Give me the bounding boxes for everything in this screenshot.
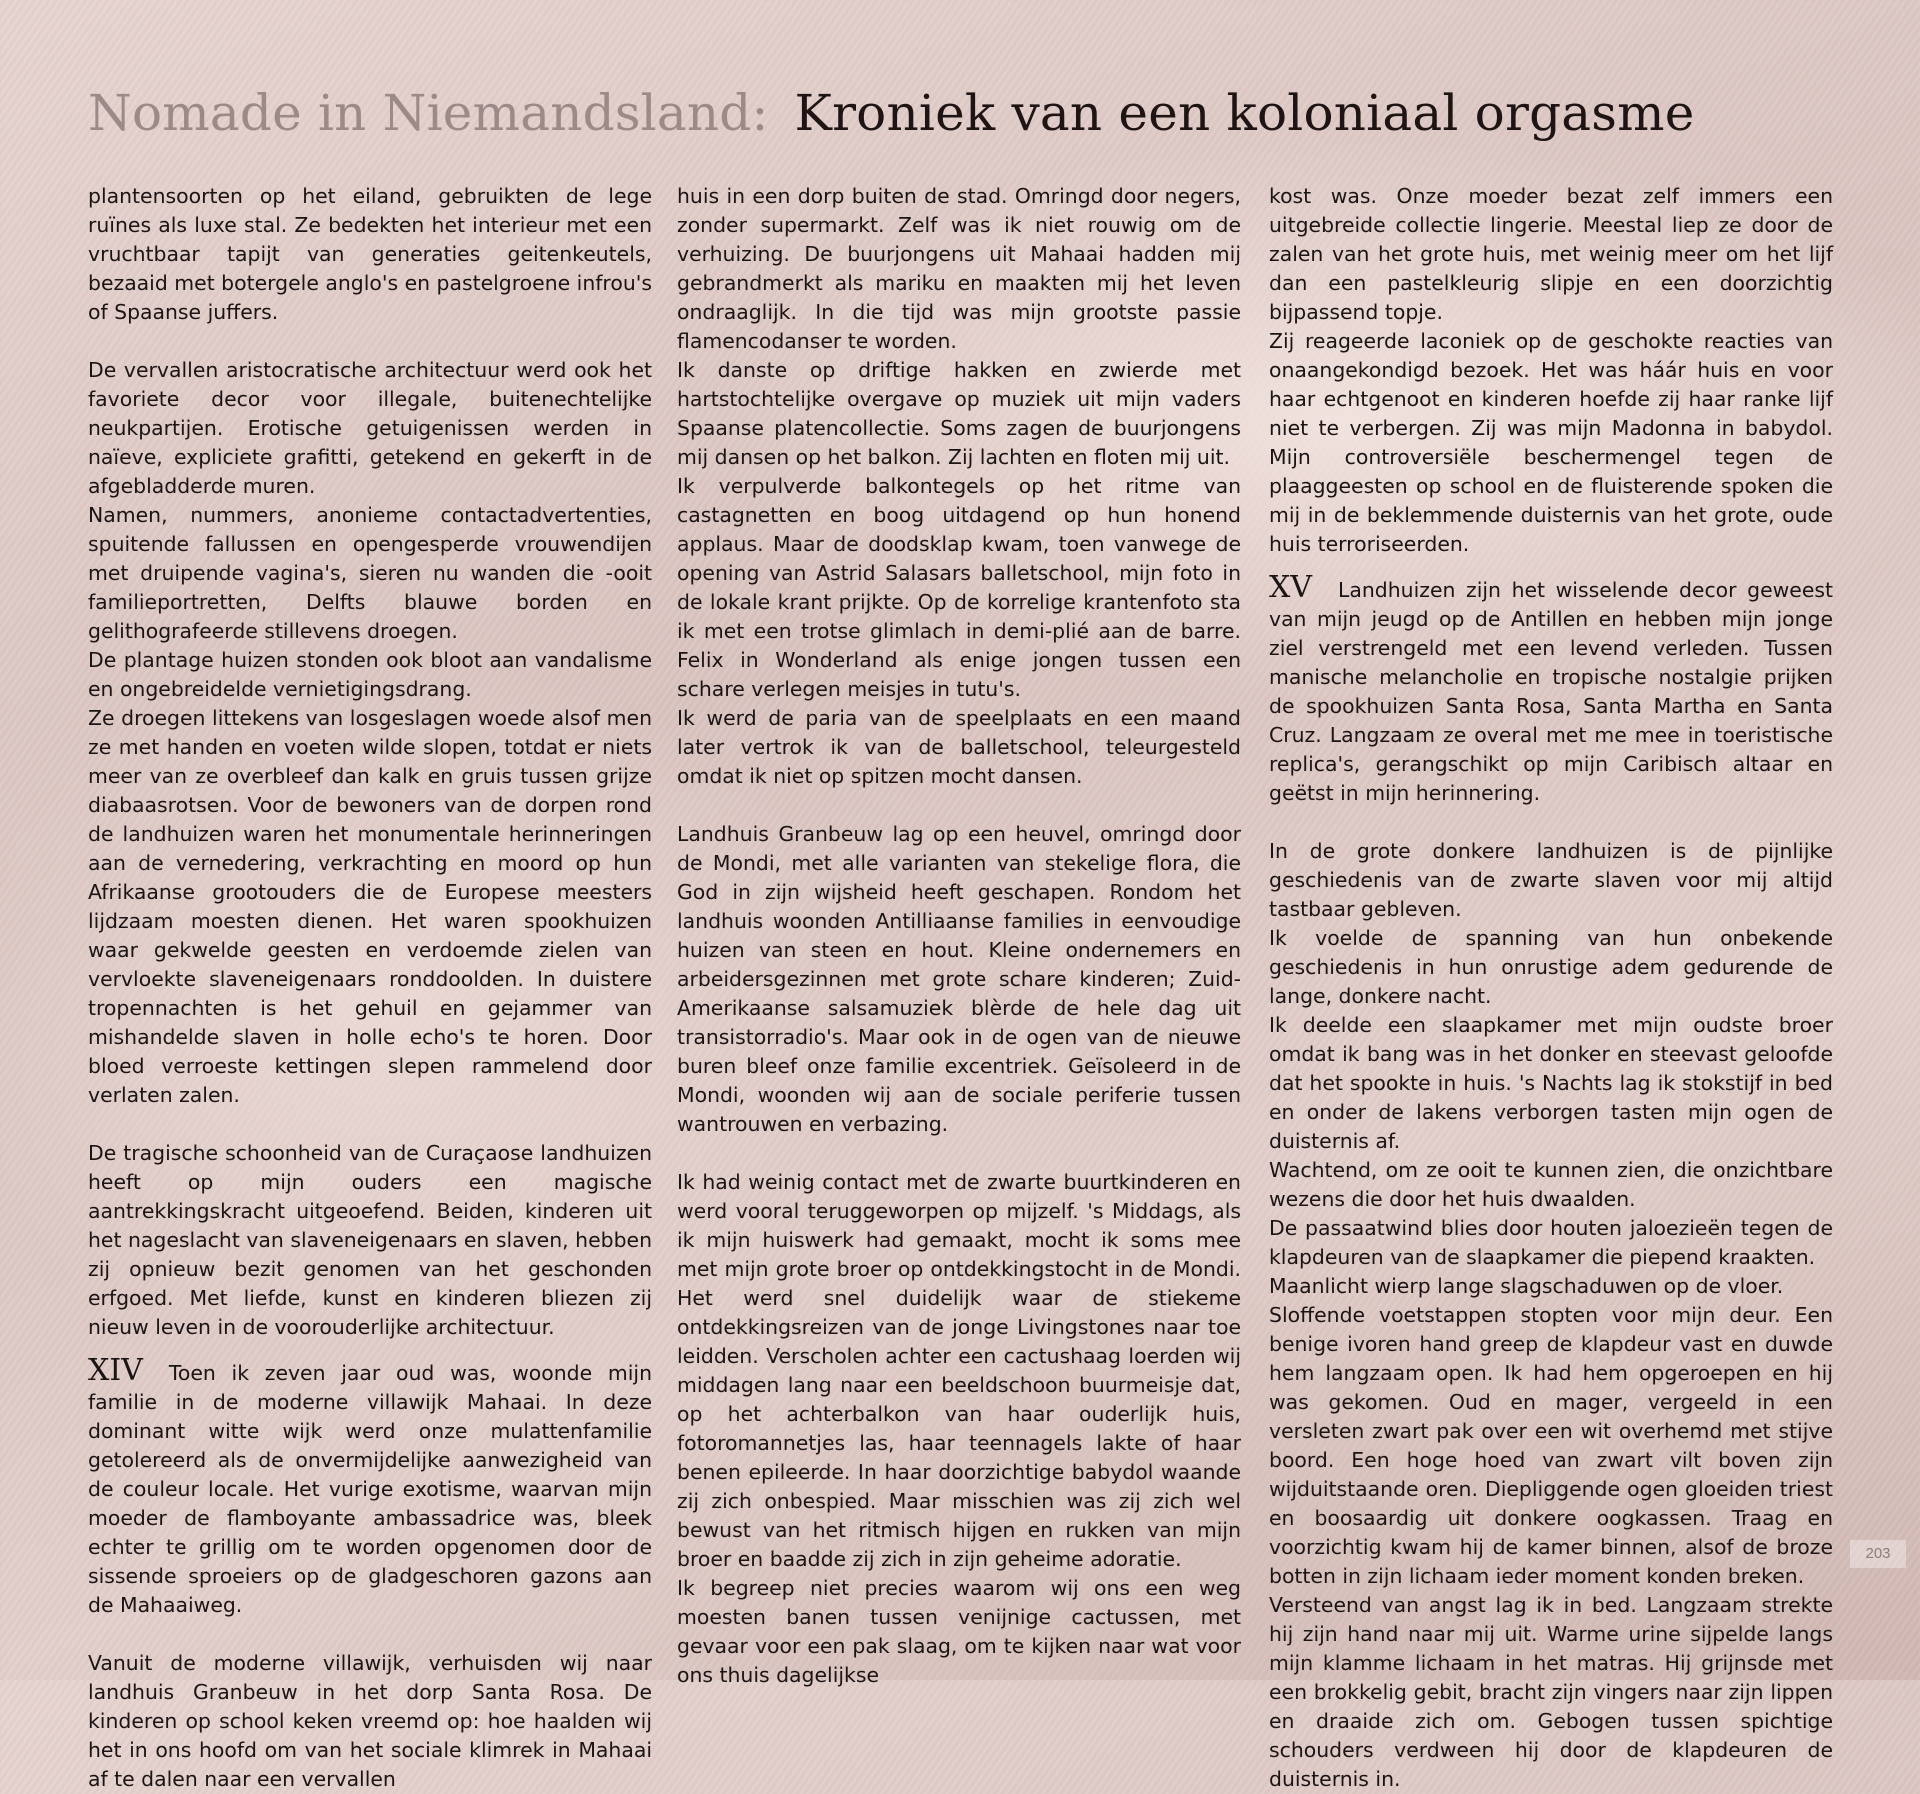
section-number: XV [1269, 570, 1313, 605]
paragraph: Versteend van angst lag ik in bed. Langzaam strekte hij zijn hand naar mij uit. Warme urine sijpelde langs mijn klamme lichaam in het matras. Hij grijnsde met een brokkelig gebit, bracht zijn vingers naar zijn lippen en draaide zich om. Gebogen tussen spichtige schouders verdween hij door de klapdeuren de duisternis in. [1269, 1593, 1833, 1791]
paragraph-text: Toen ik zeven jaar oud was, woonde mijn familie in de moderne villawijk Mahaai. In deze dominant witte wijk werd onze mulattenfamilie getolereerd als de onvermijdelijke aanwezigheid van de couleur locale. Het vurige exotisme, waarvan mijn moeder de flamboyante ambassadrice was, bleek echter te grillig om te worden opgenomen door de sissende sproeiers op de gladgeschoren gazons aan de Mahaaiweg. [88, 1361, 652, 1617]
paragraph: Ik voelde de spanning van hun onbekende geschiedenis in hun onrustige adem gedurende de lange, donkere nacht. [1269, 926, 1833, 1008]
title-series-name: Nomade in Niemandsland: [88, 84, 769, 142]
section-xv-paragraph [1269, 570, 1833, 808]
paragraph: Sloffende voetstappen stopten voor mijn deur. Een benige ivoren hand greep de klapdeur vast en duwde hem langzaam open. Ik had hem opgeroepen en hij was gekomen. Oud en mager, vergeeld in een versleten zwart pak over een wit overhemd met stijve boord. Een hoge hoed van zwart vilt boven zijn wijduitstaande oren. Diepliggende ogen gloeiden triest en boosaardig uit donkere oogkassen. Traag en voorzichtig kwam hij de kamer binnen, alsof de broze botten in zijn lichaam ieder moment konden breken. [1269, 1303, 1833, 1588]
paragraph: Ik danste op driftige hakken en zwierde met hartstochtelijke overgave op muziek uit mijn vaders Spaanse platencollectie. Soms zagen de buurjongens mij dansen op het balkon. Zij lachten en floten mij uit. [677, 358, 1241, 469]
text-column-2 [677, 182, 1241, 1690]
paragraph: Ik werd de paria van de speelplaats en een maand later vertrok ik van de balletschool, teleurgesteld omdat ik niet op spitzen mocht dansen. [677, 706, 1241, 788]
section-number: XIV [88, 1353, 143, 1388]
paragraph: Maanlicht wierp lange slagschaduwen op de vloer. [1269, 1274, 1784, 1298]
paragraph: Zij reageerde laconiek op de geschokte reacties van onaangekondigd bezoek. Het was háár huis en voor haar echtgenoot en kinderen hoefde zij haar ranke lijf niet te verbergen. Zij was mijn Madonna in babydol. Mijn controversiële beschermengel tegen de plaaggeesten op school en de fluisterende spoken die mij in de beklemmende duisternis van het grote, oude huis terroriseerden. [1269, 329, 1833, 556]
title-chapter-name: Kroniek van een koloniaal orgasme [794, 84, 1695, 142]
paragraph: Ik had weinig contact met de zwarte buurtkinderen en werd vooral teruggeworpen op mijzelf. 's Middags, als ik mijn huiswerk had gemaakt, mocht ik soms mee met mijn grote broer op ontdekkingstocht in de Mondi. Het werd snel duidelijk waar de stiekeme ontdekkingsreizen van de jonge Livingstones naar toe leidden. Verscholen achter een cactushaag loerden wij middagen lang naar een beeldschoon buurmeisje dat, op het achterbalkon van haar ouderlijk huis, fotoromannetjes las, haar teennagels lakte of haar benen epileerde. In haar doorzichtige babydol waande zij zich onbespied. Maar misschien was zij zich wel bewust van het ritmisch hijgen en rukken van mijn broer en baadde zij zich in zijn geheime adoratie. [677, 1170, 1241, 1571]
paragraph: De plantage huizen stonden ook bloot aan vandalisme en ongebreidelde vernietigingsdrang. [88, 648, 652, 701]
paragraph: Ze droegen littekens van losgeslagen woede alsof men ze met handen en voeten wilde slopen, totdat er niets meer van ze overbleef dan kalk en gruis tussen grijze diabaasrotsen. Voor de bewoners van de dorpen rond de landhuizen waren het monumentale herinneringen aan de vernedering, verkrachting en moord op hun Afrikaanse grootouders die de Europese meesters lijdzaam moesten dienen. Het waren spookhuizen waar gekwelde geesten en verdoemde zielen van vervloekte slaveneigenaars ronddoolden. In duistere tropennachten is het gehuil en gejammer van mishandelde slaven in holle echo's te horen. Door bloed verroeste kettingen slepen rammelend door verlaten zalen. [88, 706, 652, 1107]
paragraph: De tragische schoonheid van de Curaçaose landhuizen heeft op mijn ouders een magische aantrekkingskracht uitgeoefend. Beiden, kinderen uit het nageslacht van slaveneigenaars en slaven, hebben zij opnieuw bezit genomen van het geschonden erfgoed. Met liefde, kunst en kinderen bliezen zij nieuw leven in de voorouderlijke architectuur. [88, 1141, 652, 1339]
text-column-1 [88, 182, 652, 1794]
page-number: 203 [1850, 1540, 1906, 1568]
paragraph: Ik verpulverde balkontegels op het ritme van castagnetten en boog uitdagend op hun honend applaus. Maar de doodsklap kwam, toen vanwege de opening van Astrid Salasars balletschool, mijn foto in de lokale krant prijkte. Op de korrelige krantenfoto sta ik met een trotse glimlach in demi-plié aan de barre. Felix in Wonderland als enige jongen tussen een schare verlegen meisjes in tutu's. [677, 474, 1241, 701]
paragraph: kost was. Onze moeder bezat zelf immers een uitgebreide collectie lingerie. Meestal liep ze door de zalen van het grote huis, met weinig meer om het lijf dan een pastelkleurig slipje en een doorzichtig bijpassend topje. [1269, 184, 1833, 324]
paragraph: Ik begreep niet precies waarom wij ons een weg moesten banen tussen venijnige cactussen, met gevaar voor een pak slaag, om te kijken naar wat voor ons thuis dagelijkse [677, 1576, 1241, 1687]
paragraph: In de grote donkere landhuizen is de pijnlijke geschiedenis van de zwarte slaven voor mij altijd tastbaar gebleven. [1269, 839, 1833, 921]
paragraph: Namen, nummers, anonieme contactadvertenties, spuitende fallussen en opengesperde vrouwendijen met druipende vagina's, sieren nu wanden die -ooit familieportretten, Delfts blauwe borden en gelithografeerde stillevens droegen. [88, 503, 652, 643]
section-xiv-paragraph [88, 1353, 652, 1620]
paragraph: De passaatwind blies door houten jaloezieën tegen de klapdeuren van de slaapkamer die piepend kraakten. [1269, 1216, 1833, 1269]
paragraph: huis in een dorp buiten de stad. Omringd door negers, zonder supermarkt. Zelf was ik niet rouwig om de verhuizing. De buurjongens uit Mahaai hadden mij gebrandmerkt als mariku en maakten mij het leven ondraaglijk. In die tijd was mijn grootste passie flamencodanser te worden. [677, 184, 1241, 353]
paragraph: Wachtend, om ze ooit te kunnen zien, die onzichtbare wezens die door het huis dwaalden. [1269, 1158, 1833, 1211]
paragraph: De vervallen aristocratische architectuur werd ook het favoriete decor voor illegale, buitenechtelijke neukpartijen. Erotische getuigenissen werden in naïeve, expliciete grafitti, getekend en gekerft in de afgebladderde muren. [88, 358, 652, 498]
text-column-3 [1269, 182, 1833, 1794]
paragraph: Ik deelde een slaapkamer met mijn oudste broer omdat ik bang was in het donker en steevast geloofde dat het spookte in huis. 's Nachts lag ik stokstijf in bed en onder de lakens verborgen tasten mijn ogen de duisternis af. [1269, 1013, 1833, 1153]
paragraph: plantensoorten op het eiland, gebruikten de lege ruïnes als luxe stal. Ze bedekten het interieur met een vruchtbaar tapijt van generaties geitenkeutels, bezaaid met botergele anglo's en pastelgroene infrou's of Spaanse juffers. [88, 184, 652, 324]
paragraph: Vanuit de moderne villawijk, verhuisden wij naar landhuis Granbeuw in het dorp Santa Rosa. De kinderen op school keken vreemd op: hoe haalden wij het in ons hoofd om van het sociale klimrek in Mahaai af te dalen naar een vervallen [88, 1651, 652, 1791]
paragraph-text: Landhuizen zijn het wisselende decor geweest van mijn jeugd op de Antillen en hebben mijn jonge ziel verstrengeld met een levend verleden. Tussen manische melancholie en tropische nostalgie prijken de spookhuizen Santa Rosa, Santa Martha en Santa Cruz. Langzaam ze overal met me mee in toeristische replica's, gerangschikt op mijn Caribisch altaar en geëtst in mijn herinnering. [1269, 578, 1833, 805]
page-title [88, 80, 1695, 146]
paragraph: Landhuis Granbeuw lag op een heuvel, omringd door de Mondi, met alle varianten van stekelige flora, die God in zijn wijsheid heeft geschapen. Rondom het landhuis woonden Antilliaanse families in eenvoudige huizen van steen en hout. Kleine ondernemers en arbeidersgezinnen met grote schare kinderen; Zuid-Amerikaanse salsamuziek blèrde de hele dag uit transistorradio's. Maar ook in de ogen van de nieuwe buren bleef onze familie excentriek. Geïsoleerd in de Mondi, woonden wij aan de sociale periferie tussen wantrouwen en verbazing. [677, 822, 1241, 1136]
